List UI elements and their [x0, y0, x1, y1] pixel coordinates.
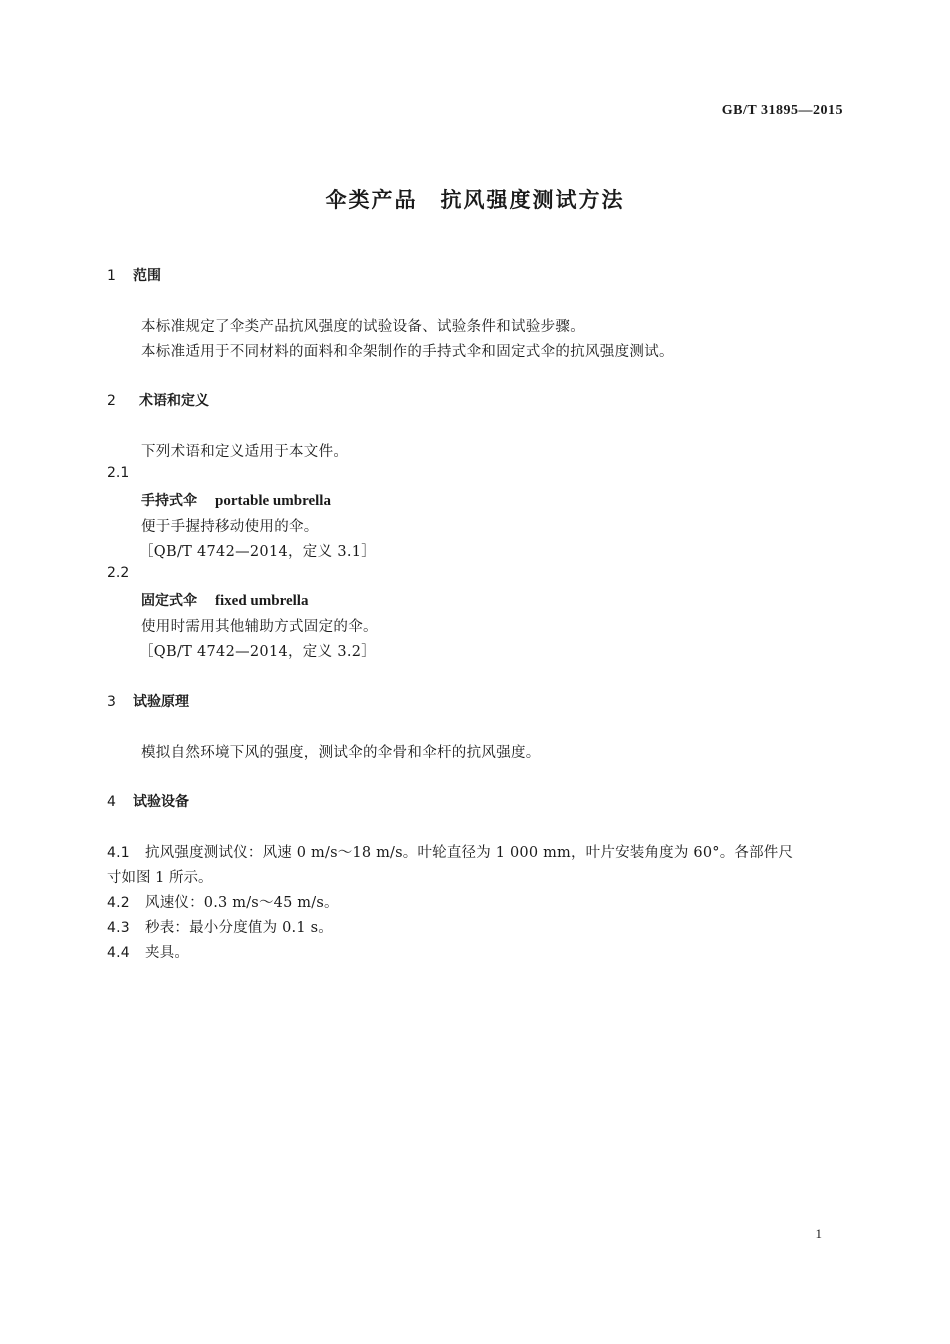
standard-code: GB/T 31895—2015 [721, 103, 843, 118]
item-continuation: 寸如图 1 所示。 [107, 870, 213, 886]
term-english: portable umbrella [215, 493, 331, 509]
term-number: 2.2 [107, 565, 130, 581]
section-title: 试验原理 [133, 694, 189, 710]
paragraph: 下列术语和定义适用于本文件。 [141, 444, 349, 460]
section-title: 范围 [133, 268, 161, 284]
section-heading-principle [107, 691, 189, 711]
item-text: 风速仪：0.3 m/s～45 m/s。 [145, 895, 339, 911]
item-number: 4.3 [107, 920, 130, 936]
item-number: 4.4 [107, 945, 130, 961]
item-number: 4.1 [107, 845, 130, 861]
term-chinese: 手持式伞 [141, 493, 197, 509]
term-source: ［QB/T 4742—2014，定义 3.2］ [139, 644, 377, 660]
term-number: 2.1 [107, 465, 130, 481]
item-text: 夹具。 [145, 945, 190, 961]
item-number: 4.2 [107, 895, 130, 911]
paragraph: 模拟自然环境下风的强度，测试伞的伞骨和伞杆的抗风强度。 [141, 745, 541, 761]
section-title: 术语和定义 [139, 393, 209, 409]
section-title: 试验设备 [133, 794, 189, 810]
item-text: 抗风强度测试仪：风速 0 m/s～18 m/s。叶轮直径为 1 000 mm，叶片安装角度为 60°。各部件尺 [145, 845, 794, 861]
term-definition: 使用时需用其他辅助方式固定的伞。 [141, 619, 378, 635]
item-text: 秒表：最小分度值为 0.1 s。 [145, 920, 333, 936]
term-definition: 便于手握持移动使用的伞。 [141, 519, 319, 535]
section-heading-scope [107, 265, 161, 285]
apparatus-item [107, 941, 189, 962]
section-number: 4 [107, 794, 116, 810]
apparatus-item [107, 841, 793, 862]
section-number: 1 [107, 268, 116, 284]
apparatus-item [107, 916, 333, 937]
document-title: 伞类产品 抗风强度测试方法 [325, 188, 625, 212]
term-entry [141, 590, 308, 610]
term-english: fixed umbrella [215, 593, 309, 609]
section-heading-terms [107, 390, 209, 410]
term-source: ［QB/T 4742—2014，定义 3.1］ [139, 544, 377, 560]
page-number: 1 [815, 1226, 822, 1241]
paragraph: 本标准适用于不同材料的面料和伞架制作的手持式伞和固定式伞的抗风强度测试。 [141, 344, 674, 360]
section-heading-apparatus [107, 791, 189, 811]
term-chinese: 固定式伞 [141, 593, 197, 609]
term-entry [141, 490, 331, 510]
paragraph: 本标准规定了伞类产品抗风强度的试验设备、试验条件和试验步骤。 [141, 319, 585, 335]
section-number: 3 [107, 694, 116, 710]
apparatus-item [107, 891, 339, 912]
section-number: 2 [107, 393, 116, 409]
